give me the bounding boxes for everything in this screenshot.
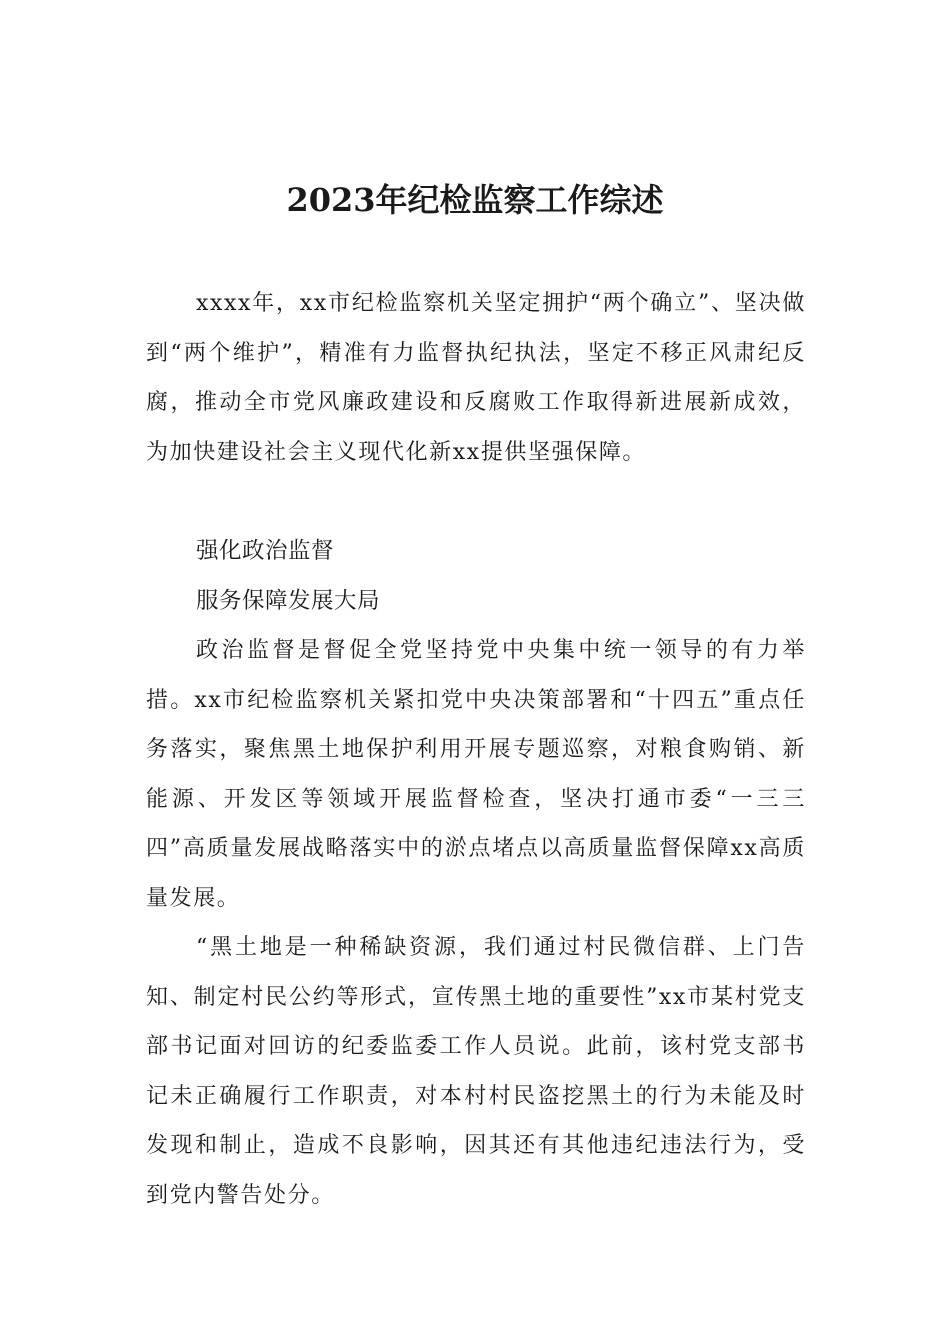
section-paragraph-block-2 — [146, 923, 806, 1220]
section-paragraph-2: “黑土地是一种稀缺资源，我们通过村民微信群、上门告知、制定村民公约等形式，宣传黑土地的重要性”xx市某村党支部书记面对回访的纪委监委工作人员说。此前，该村党支部书记未正确履行工作职责，对本村村民盗挖黑土的行为未能及时发现和制止，造成不良影响，因其还有其他违纪违法行为，受到党内警告处分。 — [146, 935, 806, 1208]
section-heading-block — [146, 527, 806, 626]
section-heading-line-1: 强化政治监督 — [196, 538, 335, 564]
section-paragraph-block-1 — [146, 626, 806, 923]
document-title: 2023年纪检监察工作综述 — [286, 181, 664, 219]
intro-block — [146, 279, 806, 477]
section-heading-line-2: 服务保障发展大局 — [196, 587, 381, 614]
section-paragraph-1: 政治监督是督促全党坚持党中央集中统一领导的有力举措。xx市纪检监察机关紧扣党中央决策部署和“十四五”重点任务落实，聚焦黑土地保护利用开展专题巡察，对粮食购销、新能源、开发区等领域开展监督检查，坚决打通市委“一三三四”高质量发展战略落实中的淤点堵点以高质量监督保障xx高质量发展。 — [146, 638, 806, 911]
intro-paragraph: xxxx年，xx市纪检监察机关坚定拥护“两个确立”、坚决做到“两个维护”，精准有力监督执纪执法，坚定不移正风肃纪反腐，推动全市党风廉政建设和反腐败工作取得新进展新成效，为加快建设社会主义现代化新xx提供坚强保障。 — [146, 291, 806, 465]
